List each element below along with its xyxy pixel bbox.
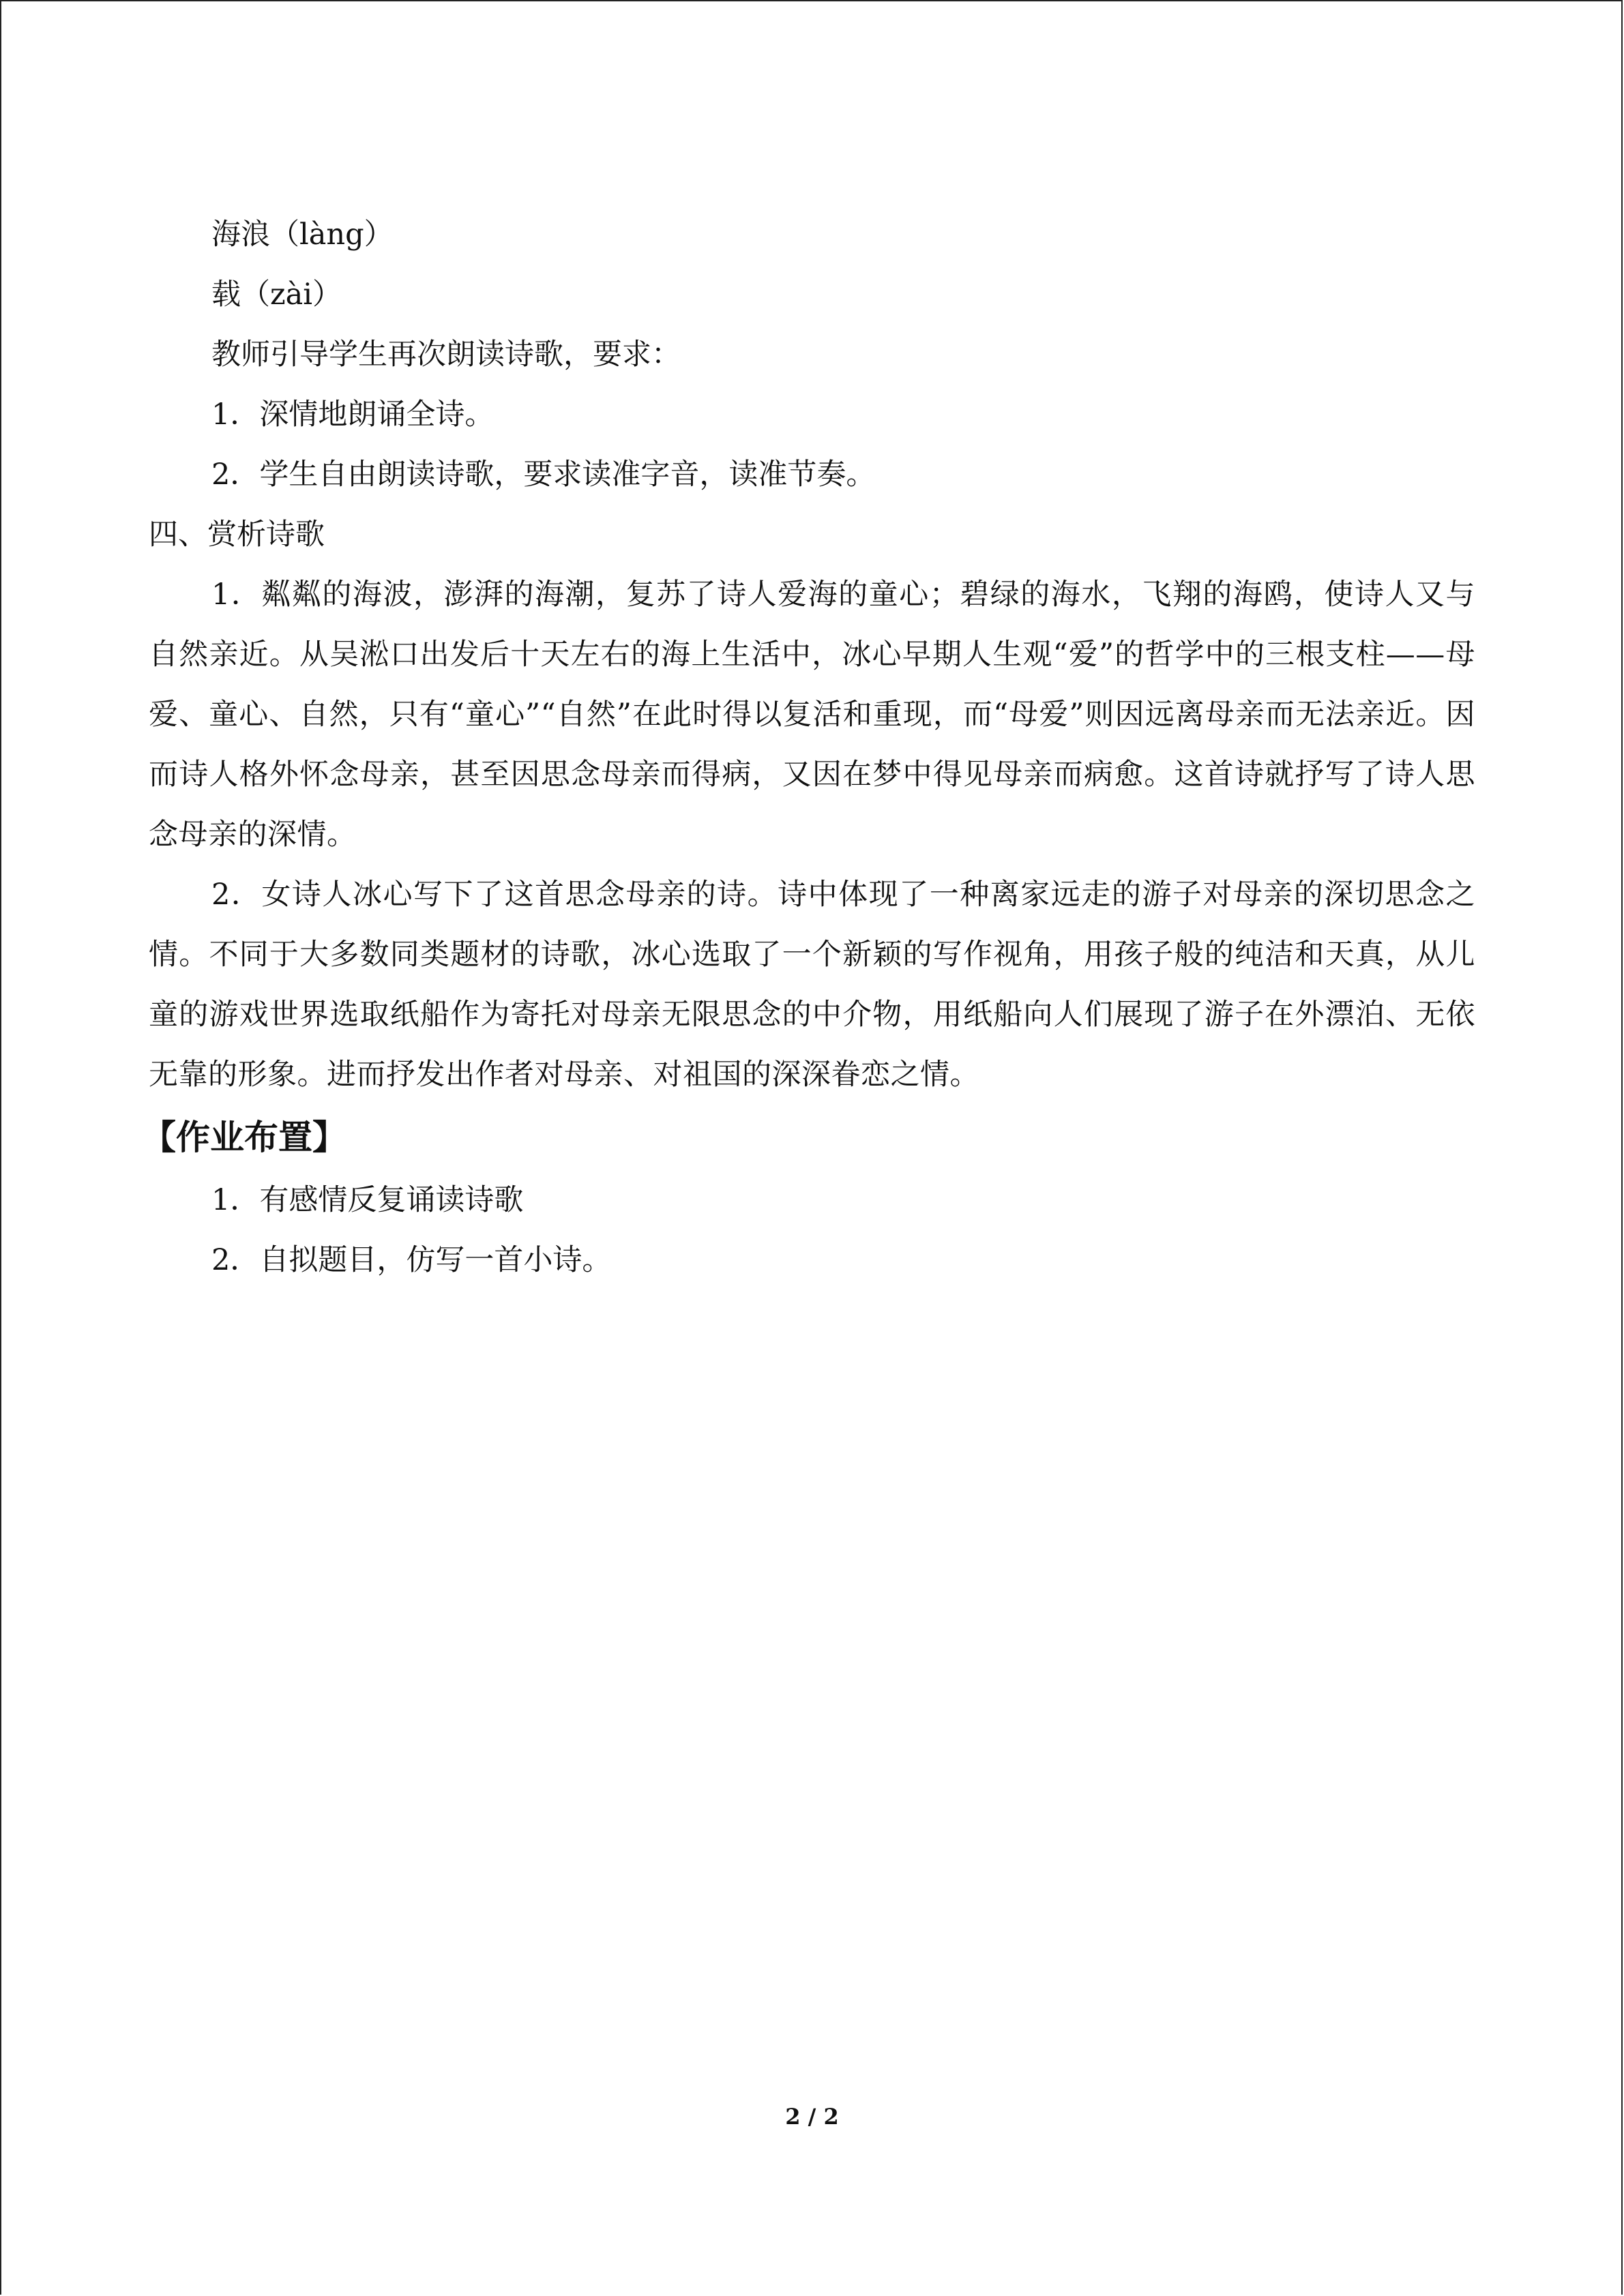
homework-item-2: 2．自拟题目，仿写一首小诗。 (211, 1243, 612, 1277)
analysis-paragraph-1: 1．粼粼的海波，澎湃的海潮，复苏了诗人爱海的童心；碧绿的海水，飞翔的海鸥，使诗人又与自然亲近。从吴淞口出发后十天左右的海上生活中，冰心早期人生观“爱”的哲学中的三根支柱——母爱、童心、自然，只有“童心”“自然”在此时得以复活和重现，而“母爱”则因远离母亲而无法亲近。因而诗人格外怀念母亲，甚至因思念母亲而得病，又因在梦中得见母亲而病愈。这首诗就抒写了诗人思念母亲的深情。 (149, 578, 1475, 852)
teacher-guide-line: 教师引导学生再次朗读诗歌，要求： (211, 338, 681, 372)
section-four-title: 四、赏析诗歌 (149, 518, 325, 552)
document-body (142, 205, 1475, 1290)
requirement-item-1: 1．深情地朗诵全诗。 (211, 398, 494, 432)
pinyin-line-zai: 载（zài） (211, 278, 342, 312)
pinyin-line-lang: 海浪（làng） (211, 218, 394, 252)
homework-heading: 【作业布置】 (142, 1118, 346, 1157)
page-number: 2 / 2 (785, 2104, 839, 2130)
requirement-item-2: 2．学生自由朗读诗歌，要求读准字音，读准节奏。 (211, 458, 876, 492)
homework-item-1: 1．有感情反复诵读诗歌 (211, 1183, 524, 1217)
analysis-paragraph-2: 2．女诗人冰心写下了这首思念母亲的诗。诗中体现了一种离家远走的游子对母亲的深切思念之情。不同于大多数同类题材的诗歌，冰心选取了一个新颖的写作视角，用孩子般的纯洁和天真，从儿童的游戏世界选取纸船作为寄托对母亲无限思念的中介物，用纸船向人们展现了游子在外漂泊、无依无靠的形象。进而抒发出作者对母亲、对祖国的深深眷恋之情。 (149, 878, 1475, 1092)
